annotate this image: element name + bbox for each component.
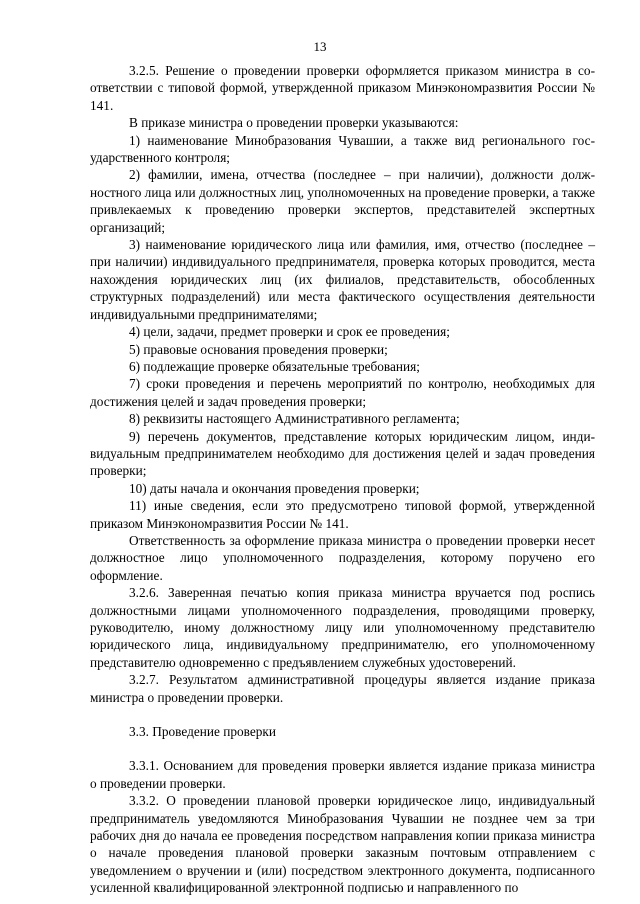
paragraph-3-3-2: 3.3.2. О проведении плановой проверки юридическое лицо, индивидуальный предприниматель уведомляются Минобразования Чувашии не позднее чем за три рабочих дня до начала ее проведения посредством направления копии приказа министра о начале проведения плановой проверки заказным почтовым отправлением с уведомлением о вручении и (или) посредством электронного документа, подписанного усиленной квалифицированной электронной подписью и направленного по — [90, 793, 595, 896]
list-item-8: 8) реквизиты настоящего Административного регламента; — [129, 411, 460, 427]
document-body — [90, 62, 595, 897]
list-item-11: 11) иные сведения, если это предусмотрено типовой формой, утвержденной приказом Минэкономразвития России № 141. — [90, 498, 595, 531]
section-spacer — [90, 740, 595, 757]
paragraph-3-2-6: 3.2.6. Заверенная печатью копия приказа министра вручается под роспись должностными лицами уполномоченного подразделения, проводящими проверку, руководителю, иному должностному лицу или уполномоченному представителю юридического лица, индивидуальному предпринимателю, его уполномоченному представителю одновременно с предъявлением служебных удостоверений. — [90, 585, 595, 670]
section-heading: 3.3. Проведение проверки — [129, 724, 276, 740]
list-item-9: 9) перечень документов, представление которых юридическим лицом, индивидуальным предпринимателем необходимо для достижения целей и задач проведения проверки; — [90, 428, 595, 479]
paragraph-3-2-7: 3.2.7. Результатом административной процедуры является издание приказа министра о проведении проверки. — [90, 672, 595, 705]
list-item-1: 1) наименование Минобразования Чувашии, а также вид регионального государственного контроля; — [90, 132, 595, 166]
list-item-4: 4) цели, задачи, предмет проверки и срок ее проведения; — [129, 324, 450, 340]
list-item-2: 2) фамилии, имена, отчества (последнее – при наличии), должности должностного лица или должностных лиц, уполномоченных на проведение проверки, а также привлекаемых к проведению проверки экспертов, представителей экспертных организаций; — [90, 167, 595, 235]
list-item-3: 3) наименование юридического лица или фамилия, имя, отчество (последнее – при наличии) индивидуального предпринимателя, проверка которых проводится, места нахождения юридических лиц (их филиалов, представительств, обособленных структурных подразделений) или места фактического осуществления деятельности индивидуальными предпринимателями; — [90, 237, 595, 322]
paragraph-responsibility: Ответственность за оформление приказа министра о проведении проверки несет должностное лицо уполномоченного подразделения, которому поручено его оформление. — [90, 532, 595, 583]
section-spacer — [90, 706, 595, 723]
list-item-5: 5) правовые основания проведения проверки; — [129, 341, 388, 357]
list-item-10: 10) даты начала и окончания проведения проверки; — [129, 480, 420, 496]
list-item-6: 6) подлежащие проверке обязательные требования; — [129, 358, 420, 374]
page-number: 13 — [313, 39, 327, 54]
list-item-7: 7) сроки проведения и перечень мероприятий по контролю, необходимых для достижения целей и задач проведения проверки; — [90, 376, 595, 409]
paragraph-order-contents-intro: В приказе министра о проведении проверки указываются: — [129, 115, 459, 131]
paragraph-3-2-5: 3.2.5. Решение о проведении проверки оформляется приказом министра в соответствии с типовой формой, утвержденной приказом Минэкономразвития России № 141. — [90, 63, 595, 113]
paragraph-3-3-1: 3.3.1. Основанием для проведения проверки является издание приказа министра о проведении проверки. — [90, 758, 595, 791]
